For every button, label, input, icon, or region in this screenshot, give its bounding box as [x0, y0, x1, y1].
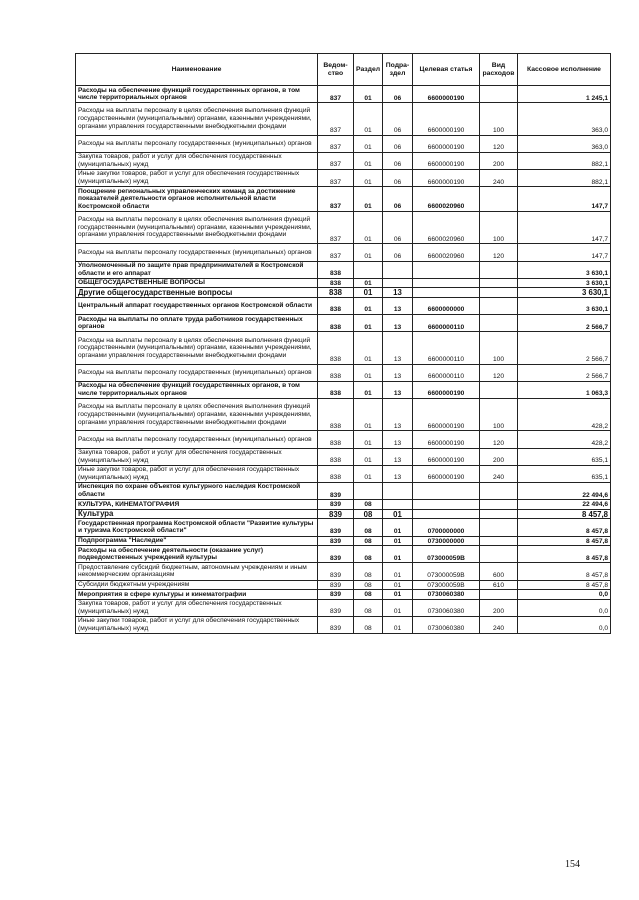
cs-cell: 6600020960 [413, 244, 480, 261]
sum-cell: 0,0 [518, 590, 611, 600]
podrazdel-cell [383, 261, 413, 278]
ved-cell: 837 [318, 152, 354, 169]
cs-cell: 6600000190 [413, 86, 480, 103]
vr-cell [480, 261, 518, 278]
vr-cell [480, 546, 518, 563]
table-row [76, 187, 611, 212]
ved-cell: 838 [318, 297, 354, 314]
ved-cell: 839 [318, 519, 354, 536]
table-row [76, 364, 611, 381]
table-row [76, 509, 611, 519]
cs-cell: 6600000190 [413, 448, 480, 465]
razdel-cell: 01 [354, 364, 383, 381]
cs-cell: 6600020960 [413, 187, 480, 212]
sum-cell: 1 245,1 [518, 86, 611, 103]
cs-cell: 6600000110 [413, 364, 480, 381]
podrazdel-cell: 06 [383, 103, 413, 135]
cs-cell: 6600000190 [413, 399, 480, 431]
sum-cell: 147,7 [518, 187, 611, 212]
table-row [76, 244, 611, 261]
sum-cell: 882,1 [518, 152, 611, 169]
sum-cell: 3 630,1 [518, 297, 611, 314]
cs-cell: 6600000190 [413, 381, 480, 398]
cs-cell [413, 288, 480, 298]
podrazdel-cell: 13 [383, 364, 413, 381]
name-cell: Расходы на обеспечение деятельности (оказание услуг) подведомственных учреждений культуры [76, 546, 318, 563]
name-cell: Подпрограмма "Наследие" [76, 536, 318, 546]
razdel-cell: 08 [354, 509, 383, 519]
table-row [76, 152, 611, 169]
cs-cell: 073000059B [413, 546, 480, 563]
ved-cell: 839 [318, 536, 354, 546]
vr-cell [480, 297, 518, 314]
cs-cell: 6600000190 [413, 431, 480, 448]
sum-cell: 3 630,1 [518, 288, 611, 298]
cs-cell [413, 278, 480, 288]
razdel-cell: 01 [354, 448, 383, 465]
name-cell: Расходы на выплаты персоналу государственных (муниципальных) органов [76, 135, 318, 152]
vr-cell: 120 [480, 135, 518, 152]
cs-cell: 6600000190 [413, 169, 480, 186]
podrazdel-cell: 06 [383, 135, 413, 152]
ved-cell: 837 [318, 244, 354, 261]
cs-cell: 0730060380 [413, 616, 480, 633]
sum-cell: 882,1 [518, 169, 611, 186]
podrazdel-cell: 01 [383, 599, 413, 616]
sum-cell: 8 457,8 [518, 563, 611, 580]
name-cell: Расходы на выплаты персоналу в целях обеспечения выполнения функций государственными (муниципальными) органами, казенными учреждениями, органами управления государственными внебюджетными фондами [76, 399, 318, 431]
cs-cell: 6600000110 [413, 332, 480, 364]
razdel-cell: 01 [354, 431, 383, 448]
table-row [76, 261, 611, 278]
table-row [76, 580, 611, 590]
ved-cell: 839 [318, 482, 354, 499]
razdel-cell: 08 [354, 546, 383, 563]
name-cell: КУЛЬТУРА, КИНЕМАТОГРАФИЯ [76, 500, 318, 510]
razdel-cell: 01 [354, 244, 383, 261]
ved-cell: 838 [318, 315, 354, 332]
table-row [76, 103, 611, 135]
page-number: 154 [565, 859, 580, 870]
sum-cell: 428,2 [518, 399, 611, 431]
name-cell: Иные закупки товаров, работ и услуг для обеспечения государственных (муниципальных) нужд [76, 465, 318, 482]
name-cell: Культура [76, 509, 318, 519]
razdel-cell: 08 [354, 500, 383, 510]
podrazdel-cell: 13 [383, 381, 413, 398]
table-row [76, 211, 611, 243]
table-row [76, 590, 611, 600]
razdel-cell: 08 [354, 590, 383, 600]
name-cell: Инспекция по охране объектов культурного наследия Костромской области [76, 482, 318, 499]
sum-cell: 0,0 [518, 599, 611, 616]
table-row [76, 599, 611, 616]
cs-cell: 6600000190 [413, 152, 480, 169]
vr-cell [480, 519, 518, 536]
ved-cell: 838 [318, 278, 354, 288]
table-row [76, 332, 611, 364]
cs-cell: 0700000000 [413, 519, 480, 536]
name-cell: Расходы на выплаты персоналу государственных (муниципальных) органов [76, 431, 318, 448]
ved-cell: 838 [318, 288, 354, 298]
table-row [76, 431, 611, 448]
name-cell: Расходы на выплаты персоналу государственных (муниципальных) органов [76, 244, 318, 261]
vr-cell [480, 278, 518, 288]
cs-cell: 6600000190 [413, 135, 480, 152]
sum-cell: 22 494,6 [518, 500, 611, 510]
name-cell: Закупка товаров, работ и услуг для обеспечения государственных (муниципальных) нужд [76, 448, 318, 465]
razdel-cell: 01 [354, 86, 383, 103]
sum-cell: 3 630,1 [518, 261, 611, 278]
podrazdel-cell: 13 [383, 431, 413, 448]
sum-cell: 8 457,8 [518, 580, 611, 590]
table-row [76, 448, 611, 465]
name-cell: Поощрение региональных управленческих команд за достижение показателей деятельности органов исполнительной власти Костромской области [76, 187, 318, 212]
podrazdel-cell: 06 [383, 244, 413, 261]
name-cell: Расходы на выплаты персоналу в целях обеспечения выполнения функций государственными (муниципальными) органами, казенными учреждениями, органами управления государственными внебюджетными фондами [76, 332, 318, 364]
vr-cell [480, 500, 518, 510]
cs-cell: 073000059B [413, 580, 480, 590]
razdel-cell: 01 [354, 465, 383, 482]
name-cell: Расходы на обеспечение функций государственных органов, в том числе территориальных органов [76, 86, 318, 103]
table-row [76, 546, 611, 563]
name-cell: Расходы на выплаты по оплате труда работников государственных органов [76, 315, 318, 332]
razdel-cell: 08 [354, 519, 383, 536]
table-row [76, 381, 611, 398]
cs-cell [413, 261, 480, 278]
vr-cell: 600 [480, 563, 518, 580]
podrazdel-cell: 06 [383, 187, 413, 212]
razdel-cell: 08 [354, 616, 383, 633]
podrazdel-cell: 06 [383, 86, 413, 103]
podrazdel-cell: 01 [383, 590, 413, 600]
vr-cell [480, 509, 518, 519]
cs-cell: 6600020960 [413, 211, 480, 243]
vr-cell [480, 288, 518, 298]
razdel-cell: 01 [354, 315, 383, 332]
name-cell: Расходы на выплаты персоналу в целях обеспечения выполнения функций государственными (муниципальными) органами, казенными учреждениями, органами управления государственными внебюджетными фондами [76, 103, 318, 135]
podrazdel-cell: 13 [383, 465, 413, 482]
name-cell: Мероприятия в сфере культуры и кинематографии [76, 590, 318, 600]
sum-cell: 8 457,8 [518, 519, 611, 536]
name-cell: Государственная программа Костромской области "Развитие культуры и туризма Костромской области" [76, 519, 318, 536]
cs-cell [413, 509, 480, 519]
sum-cell: 2 566,7 [518, 332, 611, 364]
vr-cell: 200 [480, 599, 518, 616]
cs-cell [413, 500, 480, 510]
sum-cell: 2 566,7 [518, 315, 611, 332]
razdel-cell: 01 [354, 332, 383, 364]
razdel-cell: 01 [354, 169, 383, 186]
ved-cell: 837 [318, 187, 354, 212]
header-cs: Целевая статья [413, 54, 480, 86]
table-row [76, 297, 611, 314]
razdel-cell: 01 [354, 152, 383, 169]
razdel-cell [354, 482, 383, 499]
header-razdel: Раздел [354, 54, 383, 86]
cs-cell: 073000059B [413, 563, 480, 580]
table-row [76, 536, 611, 546]
table-row [76, 288, 611, 298]
ved-cell: 839 [318, 580, 354, 590]
ved-cell: 838 [318, 261, 354, 278]
ved-cell: 838 [318, 381, 354, 398]
sum-cell: 147,7 [518, 244, 611, 261]
razdel-cell: 01 [354, 399, 383, 431]
vr-cell: 120 [480, 244, 518, 261]
podrazdel-cell: 13 [383, 297, 413, 314]
table-row [76, 482, 611, 499]
vr-cell: 240 [480, 465, 518, 482]
sum-cell: 428,2 [518, 431, 611, 448]
table-row [76, 399, 611, 431]
cs-cell: 6600000110 [413, 315, 480, 332]
podrazdel-cell: 13 [383, 399, 413, 431]
ved-cell: 839 [318, 509, 354, 519]
podrazdel-cell: 01 [383, 616, 413, 633]
vr-cell: 120 [480, 364, 518, 381]
vr-cell [480, 381, 518, 398]
podrazdel-cell: 01 [383, 563, 413, 580]
vr-cell: 240 [480, 169, 518, 186]
podrazdel-cell: 01 [383, 536, 413, 546]
table-row [76, 169, 611, 186]
budget-table [75, 53, 611, 634]
ved-cell: 839 [318, 590, 354, 600]
ved-cell: 839 [318, 546, 354, 563]
table-row [76, 563, 611, 580]
sum-cell: 363,0 [518, 135, 611, 152]
header-kass: Кассовое исполнение [518, 54, 611, 86]
cs-cell: 0730060380 [413, 599, 480, 616]
sum-cell: 8 457,8 [518, 536, 611, 546]
cs-cell: 6600000190 [413, 465, 480, 482]
header-ved: Ведом-ство [318, 54, 354, 86]
table-row [76, 519, 611, 536]
name-cell: Иные закупки товаров, работ и услуг для обеспечения государственных (муниципальных) нужд [76, 169, 318, 186]
ved-cell: 838 [318, 431, 354, 448]
podrazdel-cell: 01 [383, 546, 413, 563]
podrazdel-cell [383, 500, 413, 510]
razdel-cell: 08 [354, 563, 383, 580]
vr-cell: 100 [480, 211, 518, 243]
sum-cell: 8 457,8 [518, 546, 611, 563]
cs-cell: 6600000000 [413, 297, 480, 314]
podrazdel-cell: 13 [383, 288, 413, 298]
ved-cell: 838 [318, 399, 354, 431]
vr-cell: 100 [480, 103, 518, 135]
header-vr: Вид расходов [480, 54, 518, 86]
header-podrazdel: Подра-здел [383, 54, 413, 86]
podrazdel-cell: 06 [383, 152, 413, 169]
name-cell: Иные закупки товаров, работ и услуг для обеспечения государственных (муниципальных) нужд [76, 616, 318, 633]
ved-cell: 838 [318, 364, 354, 381]
name-cell: Расходы на выплаты персоналу государственных (муниципальных) органов [76, 364, 318, 381]
razdel-cell: 01 [354, 135, 383, 152]
vr-cell: 100 [480, 332, 518, 364]
ved-cell: 839 [318, 599, 354, 616]
sum-cell: 22 494,6 [518, 482, 611, 499]
ved-cell: 839 [318, 616, 354, 633]
name-cell: Закупка товаров, работ и услуг для обеспечения государственных (муниципальных) нужд [76, 152, 318, 169]
header-name: Наименование [76, 54, 318, 86]
ved-cell: 837 [318, 135, 354, 152]
podrazdel-cell: 01 [383, 519, 413, 536]
name-cell: Расходы на обеспечение функций государственных органов, в том числе территориальных органов [76, 381, 318, 398]
name-cell: Центральный аппарат государственных органов Костромской области [76, 297, 318, 314]
vr-cell [480, 482, 518, 499]
razdel-cell: 08 [354, 580, 383, 590]
name-cell: Предоставление субсидий бюджетным, автономным учреждениям и иным некоммерческим организациям [76, 563, 318, 580]
sum-cell: 3 630,1 [518, 278, 611, 288]
podrazdel-cell: 06 [383, 169, 413, 186]
cs-cell: 0730000000 [413, 536, 480, 546]
podrazdel-cell: 06 [383, 211, 413, 243]
name-cell: Уполномоченный по защите прав предпринимателей в Костромской области и его аппарат [76, 261, 318, 278]
ved-cell: 837 [318, 169, 354, 186]
podrazdel-cell: 13 [383, 315, 413, 332]
ved-cell: 839 [318, 563, 354, 580]
name-cell: Другие общегосударственные вопросы [76, 288, 318, 298]
sum-cell: 1 063,3 [518, 381, 611, 398]
table-header [76, 54, 611, 86]
table-row [76, 465, 611, 482]
vr-cell [480, 315, 518, 332]
razdel-cell: 01 [354, 187, 383, 212]
sum-cell: 635,1 [518, 448, 611, 465]
sum-cell: 635,1 [518, 465, 611, 482]
ved-cell: 837 [318, 86, 354, 103]
podrazdel-cell: 13 [383, 332, 413, 364]
cs-cell: 0730060380 [413, 590, 480, 600]
table-row [76, 315, 611, 332]
razdel-cell: 08 [354, 536, 383, 546]
name-cell: Расходы на выплаты персоналу в целях обеспечения выполнения функций государственными (муниципальными) органами, казенными учреждениями, органами управления государственными внебюджетными фондами [76, 211, 318, 243]
table-row [76, 616, 611, 633]
table-row [76, 500, 611, 510]
vr-cell: 200 [480, 448, 518, 465]
vr-cell [480, 536, 518, 546]
ved-cell: 837 [318, 103, 354, 135]
sum-cell: 0,0 [518, 616, 611, 633]
podrazdel-cell [383, 482, 413, 499]
vr-cell [480, 86, 518, 103]
vr-cell [480, 590, 518, 600]
name-cell: Субсидии бюджетным учреждениям [76, 580, 318, 590]
razdel-cell: 01 [354, 211, 383, 243]
podrazdel-cell: 01 [383, 580, 413, 590]
ved-cell: 838 [318, 465, 354, 482]
vr-cell: 120 [480, 431, 518, 448]
cs-cell: 6600000190 [413, 103, 480, 135]
vr-cell: 100 [480, 399, 518, 431]
vr-cell: 200 [480, 152, 518, 169]
sum-cell: 363,0 [518, 103, 611, 135]
sum-cell: 8 457,8 [518, 509, 611, 519]
table-row [76, 135, 611, 152]
name-cell: ОБЩЕГОСУДАРСТВЕННЫЕ ВОПРОСЫ [76, 278, 318, 288]
vr-cell: 240 [480, 616, 518, 633]
razdel-cell: 01 [354, 288, 383, 298]
ved-cell: 838 [318, 448, 354, 465]
table-body [76, 86, 611, 634]
razdel-cell [354, 261, 383, 278]
vr-cell [480, 187, 518, 212]
vr-cell: 610 [480, 580, 518, 590]
ved-cell: 839 [318, 500, 354, 510]
cs-cell [413, 482, 480, 499]
name-cell: Закупка товаров, работ и услуг для обеспечения государственных (муниципальных) нужд [76, 599, 318, 616]
razdel-cell: 01 [354, 103, 383, 135]
table-row [76, 278, 611, 288]
razdel-cell: 01 [354, 297, 383, 314]
sum-cell: 147,7 [518, 211, 611, 243]
razdel-cell: 01 [354, 278, 383, 288]
podrazdel-cell: 13 [383, 448, 413, 465]
podrazdel-cell: 01 [383, 509, 413, 519]
sum-cell: 2 566,7 [518, 364, 611, 381]
podrazdel-cell [383, 278, 413, 288]
razdel-cell: 08 [354, 599, 383, 616]
razdel-cell: 01 [354, 381, 383, 398]
ved-cell: 837 [318, 211, 354, 243]
ved-cell: 838 [318, 332, 354, 364]
table-row [76, 86, 611, 103]
